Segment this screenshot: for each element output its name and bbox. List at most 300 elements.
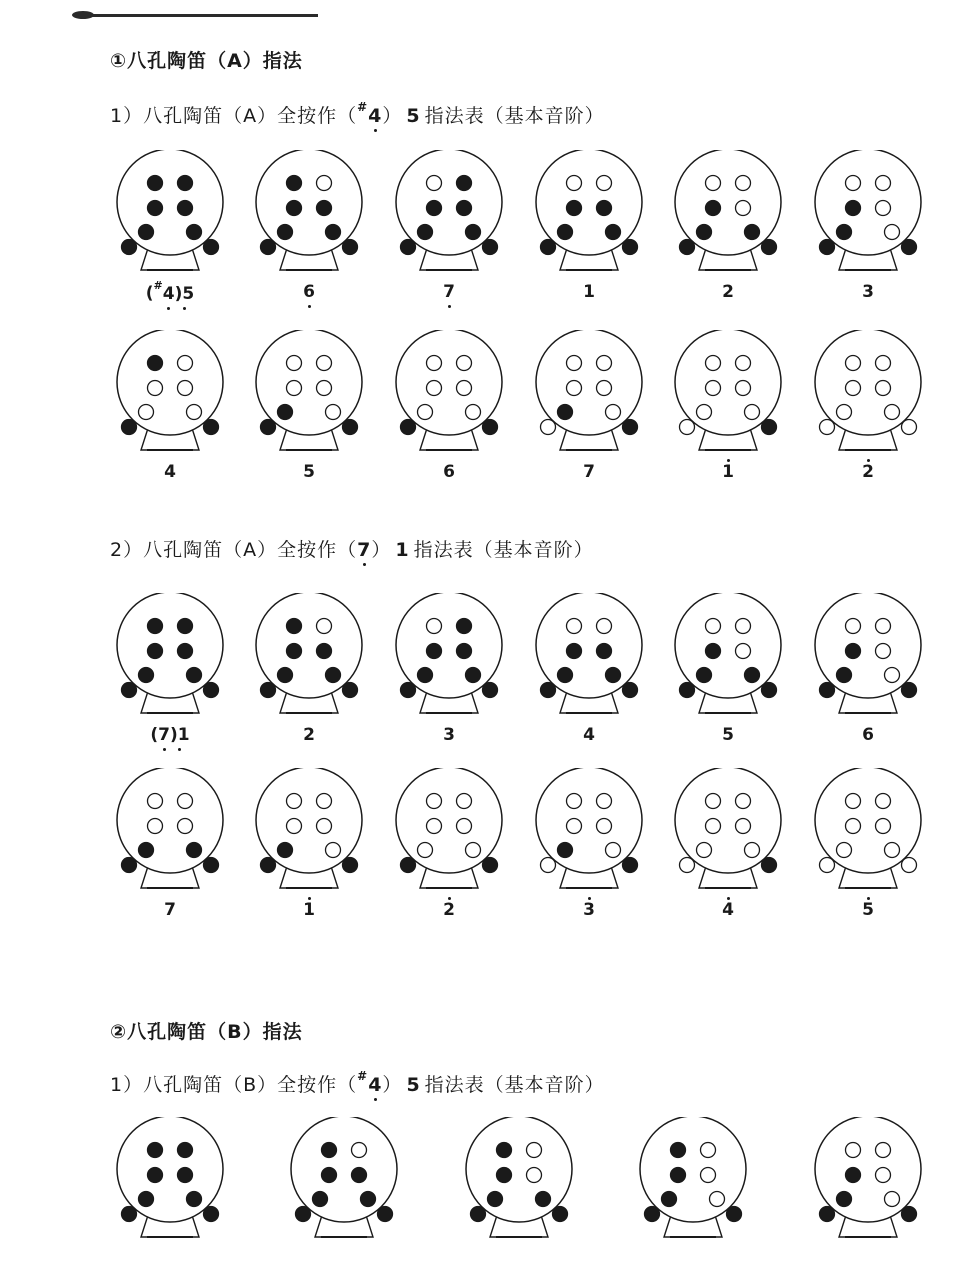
hole-closed	[466, 225, 481, 240]
hole-closed	[343, 420, 358, 435]
hole-closed	[457, 176, 472, 191]
note-number: 1	[303, 900, 315, 920]
hole-open	[527, 1168, 542, 1183]
ocarina-icon	[529, 593, 649, 723]
fingering-diagram	[808, 1117, 928, 1247]
hole-open	[876, 794, 891, 809]
note-number: 3	[862, 282, 874, 302]
fingering-diagram	[529, 593, 649, 745]
fingering-diagram	[808, 593, 928, 745]
note-label	[668, 725, 788, 745]
hole-open	[317, 819, 332, 834]
note-label	[808, 282, 928, 302]
hole-closed	[762, 858, 777, 873]
hole-closed	[178, 201, 193, 216]
hole-closed	[148, 201, 163, 216]
hole-closed	[401, 683, 416, 698]
title-key-low: 4	[368, 105, 383, 127]
note-number: 7	[158, 725, 170, 745]
ocarina-body	[640, 1117, 746, 1222]
hole-open	[846, 176, 861, 191]
hole-closed	[488, 1192, 503, 1207]
hole-open	[418, 843, 433, 858]
title-suffix: 指法表（基本音阶）	[424, 1074, 605, 1096]
ocarina-body	[815, 593, 921, 698]
hole-closed	[187, 843, 202, 858]
hole-closed	[541, 240, 556, 255]
ocarina-body	[815, 1117, 921, 1222]
hole-closed	[418, 668, 433, 683]
hole-closed	[148, 356, 163, 371]
hole-open	[606, 405, 621, 420]
hole-closed	[623, 683, 638, 698]
hole-closed	[427, 644, 442, 659]
header-rule	[74, 14, 318, 17]
hole-open	[148, 381, 163, 396]
hole-closed	[727, 1207, 742, 1222]
hole-closed	[378, 1207, 393, 1222]
hole-closed	[762, 420, 777, 435]
hole-closed	[139, 668, 154, 683]
hole-closed	[204, 858, 219, 873]
hole-open	[706, 356, 721, 371]
ocarina-icon	[668, 330, 788, 460]
ocarina-icon	[633, 1117, 753, 1247]
hole-open	[680, 420, 695, 435]
hole-closed	[122, 240, 137, 255]
note-number: 4	[722, 900, 734, 920]
note-label	[668, 462, 788, 482]
hole-closed	[178, 619, 193, 634]
hole-closed	[187, 225, 202, 240]
hole-closed	[671, 1143, 686, 1158]
hole-open	[902, 858, 917, 873]
hole-closed	[558, 225, 573, 240]
hole-closed	[837, 668, 852, 683]
title-prefix: 1）八孔陶笛（B）全按作（	[110, 1074, 358, 1096]
hole-open	[466, 843, 481, 858]
hole-closed	[278, 225, 293, 240]
ocarina-body	[396, 593, 502, 698]
hole-closed	[820, 683, 835, 698]
hole-closed	[326, 668, 341, 683]
ocarina-icon	[389, 768, 509, 898]
hole-closed	[483, 240, 498, 255]
hole-open	[287, 356, 302, 371]
fingering-row	[0, 593, 976, 745]
fingering-diagram	[668, 768, 788, 920]
hole-closed	[745, 668, 760, 683]
hole-closed	[762, 240, 777, 255]
hole-open	[427, 176, 442, 191]
note-label	[389, 282, 509, 302]
section-a-table-1-title	[110, 101, 605, 128]
note-number: 3	[583, 900, 595, 920]
hole-open	[885, 668, 900, 683]
note-label	[668, 282, 788, 302]
hole-closed	[902, 240, 917, 255]
fingering-row	[0, 330, 976, 482]
title-mid: ）	[382, 105, 403, 127]
note-number: 5	[303, 462, 315, 482]
ocarina-icon	[284, 1117, 404, 1247]
hole-closed	[483, 858, 498, 873]
hole-closed	[187, 668, 202, 683]
ocarina-icon	[459, 1117, 579, 1247]
note-number: 2	[443, 900, 455, 920]
hole-closed	[697, 668, 712, 683]
hole-open	[837, 405, 852, 420]
hole-closed	[846, 1168, 861, 1183]
hole-open	[427, 356, 442, 371]
title-suffix: 指法表（基本音阶）	[413, 539, 594, 561]
fingering-diagram	[529, 768, 649, 920]
note-number: 2	[722, 282, 734, 302]
title-key: 5	[406, 105, 421, 127]
ocarina-icon	[249, 330, 369, 460]
note-label	[389, 900, 509, 920]
fingering-diagram	[110, 768, 230, 920]
hole-closed	[837, 1192, 852, 1207]
fingering-diagram	[389, 150, 509, 302]
ocarina-icon	[389, 330, 509, 460]
hole-closed	[261, 420, 276, 435]
hole-open	[567, 619, 582, 634]
hole-closed	[837, 225, 852, 240]
hole-open	[736, 201, 751, 216]
ocarina-icon	[808, 330, 928, 460]
hole-open	[326, 843, 341, 858]
note-number: 6	[443, 462, 455, 482]
hole-open	[466, 405, 481, 420]
hole-open	[597, 176, 612, 191]
hole-closed	[820, 240, 835, 255]
hole-closed	[427, 201, 442, 216]
section-b-table-1-title	[110, 1070, 605, 1097]
hole-open	[148, 794, 163, 809]
ocarina-icon	[110, 330, 230, 460]
hole-open	[876, 381, 891, 396]
hole-open	[706, 819, 721, 834]
hole-open	[317, 381, 332, 396]
hole-closed	[662, 1192, 677, 1207]
title-prefix: 2）八孔陶笛（A）全按作（	[110, 539, 358, 561]
title-prefix: 1）八孔陶笛（A）全按作（	[110, 105, 358, 127]
hole-open	[820, 420, 835, 435]
section-a-table-2-title	[110, 535, 594, 562]
hole-closed	[706, 644, 721, 659]
sharp-sign: #	[153, 279, 163, 292]
hole-closed	[541, 683, 556, 698]
hole-closed	[361, 1192, 376, 1207]
hole-open	[317, 356, 332, 371]
ocarina-body	[117, 593, 223, 698]
note-label	[808, 900, 928, 920]
hole-closed	[343, 683, 358, 698]
hole-closed	[606, 668, 621, 683]
hole-closed	[326, 225, 341, 240]
hole-open	[706, 619, 721, 634]
hole-open	[846, 1143, 861, 1158]
hole-closed	[457, 644, 472, 659]
hole-open	[178, 381, 193, 396]
hole-open	[736, 176, 751, 191]
hole-closed	[343, 858, 358, 873]
hole-open	[837, 843, 852, 858]
hole-closed	[287, 644, 302, 659]
title-key: 5	[406, 1074, 421, 1096]
hole-open	[876, 644, 891, 659]
hole-open	[527, 1143, 542, 1158]
ocarina-body	[396, 150, 502, 255]
ocarina-icon	[808, 593, 928, 723]
hole-open	[597, 356, 612, 371]
ocarina-body	[815, 768, 921, 873]
hole-open	[680, 858, 695, 873]
hole-open	[178, 819, 193, 834]
hole-closed	[317, 644, 332, 659]
hole-closed	[558, 405, 573, 420]
hole-closed	[846, 644, 861, 659]
hole-open	[736, 819, 751, 834]
hole-open	[876, 619, 891, 634]
ocarina-body	[291, 1117, 397, 1222]
ocarina-icon	[389, 593, 509, 723]
ocarina-icon	[808, 150, 928, 280]
hole-open	[597, 381, 612, 396]
hole-closed	[178, 1143, 193, 1158]
hole-closed	[278, 668, 293, 683]
hole-closed	[623, 858, 638, 873]
hole-closed	[497, 1168, 512, 1183]
hole-closed	[148, 1168, 163, 1183]
hole-open	[736, 381, 751, 396]
hole-open	[287, 381, 302, 396]
hole-closed	[187, 1192, 202, 1207]
hole-closed	[322, 1168, 337, 1183]
hole-closed	[457, 619, 472, 634]
ocarina-icon	[529, 150, 649, 280]
hole-open	[820, 858, 835, 873]
hole-closed	[846, 201, 861, 216]
hole-open	[541, 420, 556, 435]
note-label	[808, 725, 928, 745]
ocarina-icon	[529, 768, 649, 898]
hole-closed	[317, 201, 332, 216]
fingering-diagram	[284, 1117, 404, 1247]
hole-closed	[820, 1207, 835, 1222]
ocarina-icon	[110, 768, 230, 898]
ocarina-icon	[249, 768, 369, 898]
hole-closed	[139, 225, 154, 240]
hole-open	[567, 356, 582, 371]
ocarina-icon	[110, 593, 230, 723]
hole-closed	[278, 405, 293, 420]
hole-closed	[401, 240, 416, 255]
note-label	[808, 462, 928, 482]
note-number: 5	[722, 725, 734, 745]
hole-closed	[313, 1192, 328, 1207]
hole-open	[876, 1168, 891, 1183]
hole-open	[885, 843, 900, 858]
ocarina-body	[256, 768, 362, 873]
hole-open	[148, 819, 163, 834]
hole-closed	[902, 1207, 917, 1222]
hole-open	[745, 843, 760, 858]
ocarina-icon	[808, 1117, 928, 1247]
note-paren: (	[145, 283, 154, 304]
hole-closed	[148, 644, 163, 659]
hole-open	[885, 405, 900, 420]
note-number: 1	[722, 462, 734, 482]
note-label	[529, 462, 649, 482]
note-label	[110, 900, 230, 920]
hole-closed	[178, 1168, 193, 1183]
ocarina-icon	[529, 330, 649, 460]
fingering-diagram	[529, 330, 649, 482]
hole-open	[427, 794, 442, 809]
hole-open	[418, 405, 433, 420]
note-label	[110, 279, 230, 304]
fingering-diagram	[668, 593, 788, 745]
fingering-row	[0, 150, 976, 304]
hole-closed	[706, 201, 721, 216]
note-number: 4	[164, 462, 176, 482]
fingering-row	[0, 1117, 976, 1247]
hole-closed	[680, 683, 695, 698]
ocarina-body	[675, 593, 781, 698]
ocarina-icon	[389, 150, 509, 280]
hole-open	[876, 819, 891, 834]
hole-open	[427, 619, 442, 634]
hole-closed	[645, 1207, 660, 1222]
hole-open	[457, 381, 472, 396]
ocarina-body	[536, 150, 642, 255]
hole-closed	[204, 420, 219, 435]
hole-closed	[204, 683, 219, 698]
fingering-diagram	[110, 1117, 230, 1247]
ocarina-body	[675, 150, 781, 255]
hole-open	[457, 794, 472, 809]
ocarina-body	[256, 330, 362, 435]
ocarina-body	[256, 593, 362, 698]
hole-open	[287, 819, 302, 834]
hole-closed	[148, 176, 163, 191]
note-number: 1	[583, 282, 595, 302]
note-number: 5	[862, 900, 874, 920]
hole-open	[427, 819, 442, 834]
hole-closed	[287, 201, 302, 216]
fingering-diagram	[668, 330, 788, 482]
hole-open	[597, 794, 612, 809]
hole-open	[876, 176, 891, 191]
ocarina-body	[536, 768, 642, 873]
note-label	[249, 900, 369, 920]
hole-open	[846, 619, 861, 634]
title-mid: ）	[371, 539, 392, 561]
hole-closed	[261, 683, 276, 698]
ocarina-icon	[668, 768, 788, 898]
ocarina-icon	[110, 1117, 230, 1247]
hole-closed	[278, 843, 293, 858]
hole-open	[287, 794, 302, 809]
title-key: 1	[395, 539, 410, 561]
hole-closed	[139, 1192, 154, 1207]
fingering-diagram	[808, 768, 928, 920]
ocarina-icon	[249, 150, 369, 280]
hole-open	[317, 176, 332, 191]
hole-closed	[122, 420, 137, 435]
hole-open	[352, 1143, 367, 1158]
fingering-diagram	[529, 150, 649, 302]
note-number: 4	[162, 283, 175, 304]
hole-open	[846, 356, 861, 371]
section-a-heading: ①八孔陶笛（A）指法	[110, 50, 303, 72]
hole-closed	[287, 176, 302, 191]
note-label	[249, 282, 369, 302]
ocarina-body	[815, 150, 921, 255]
hole-open	[567, 176, 582, 191]
note-number: 7	[443, 282, 455, 302]
title-suffix: 指法表（基本音阶）	[424, 105, 605, 127]
fingering-diagram	[249, 768, 369, 920]
hole-open	[457, 356, 472, 371]
hole-closed	[680, 240, 695, 255]
ocarina-body	[117, 330, 223, 435]
note-number: 2	[303, 725, 315, 745]
hole-closed	[204, 1207, 219, 1222]
hole-open	[706, 176, 721, 191]
ocarina-body	[117, 1117, 223, 1222]
note-label	[529, 900, 649, 920]
hole-open	[876, 1143, 891, 1158]
hole-closed	[322, 1143, 337, 1158]
note-label	[249, 462, 369, 482]
hole-closed	[483, 420, 498, 435]
hole-open	[885, 225, 900, 240]
hole-open	[736, 356, 751, 371]
note-number: 6	[303, 282, 315, 302]
hole-open	[606, 843, 621, 858]
hole-open	[736, 619, 751, 634]
hole-closed	[466, 668, 481, 683]
hole-open	[427, 381, 442, 396]
ocarina-body	[117, 150, 223, 255]
hole-open	[567, 381, 582, 396]
fingering-diagram	[808, 150, 928, 302]
note-label	[529, 282, 649, 302]
hole-closed	[558, 843, 573, 858]
fingering-diagram	[389, 593, 509, 745]
hole-closed	[122, 1207, 137, 1222]
note-suffix: )5	[174, 283, 195, 304]
hole-closed	[567, 201, 582, 216]
hole-open	[567, 794, 582, 809]
hole-closed	[606, 225, 621, 240]
hole-closed	[287, 619, 302, 634]
hole-closed	[139, 843, 154, 858]
hole-closed	[261, 240, 276, 255]
hole-closed	[401, 858, 416, 873]
hole-open	[597, 619, 612, 634]
hole-open	[706, 381, 721, 396]
hole-closed	[671, 1168, 686, 1183]
hole-open	[846, 819, 861, 834]
fingering-diagram	[110, 330, 230, 482]
ocarina-icon	[808, 768, 928, 898]
hole-open	[697, 405, 712, 420]
ocarina-body	[675, 330, 781, 435]
